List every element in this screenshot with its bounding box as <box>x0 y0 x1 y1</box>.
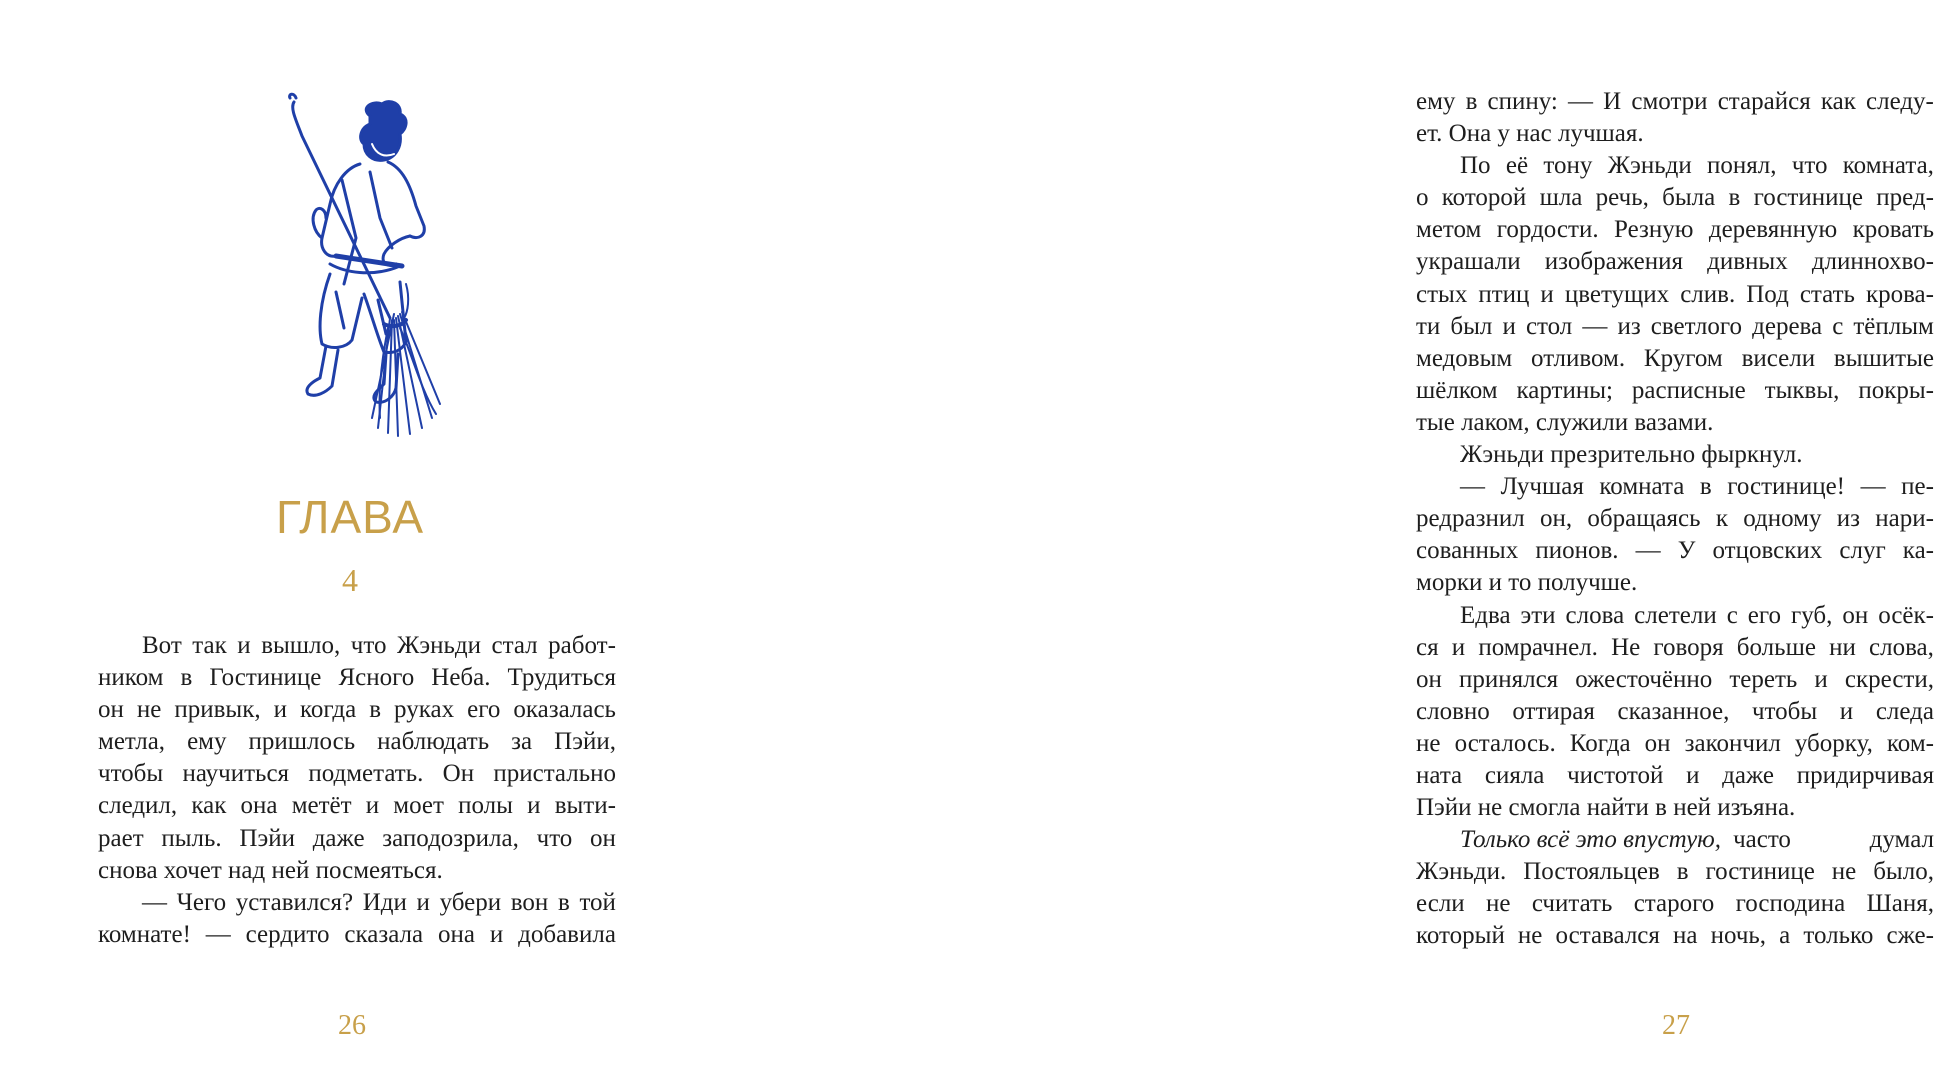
text-line: морки и то получше. <box>1416 569 1638 597</box>
right-page <box>674 0 1934 1080</box>
text-line: Едва эти слова слетели с его губ, он осёк- <box>1460 601 1934 629</box>
text-line: стых птиц и цветущих слив. Под стать крова- <box>1416 280 1934 308</box>
left-page <box>0 0 674 1080</box>
line-rest: часто думал <box>1733 826 1934 854</box>
text-line: словно оттирая сказанное, чтобы и следа <box>1416 697 1934 725</box>
text-line: который не оставался на ночь, а только сже- <box>1416 922 1934 950</box>
text-line: шёлком картины; расписные тыквы, покры- <box>1416 376 1934 404</box>
text-line: он не привык, и когда в руках его оказалась <box>98 696 616 724</box>
text-line: — Лучшая комната в гостинице! — пе- <box>1460 473 1934 501</box>
text-line: метом гордости. Резную деревянную кровать <box>1416 216 1934 244</box>
text-line: Жэньди презрительно фыркнул. <box>1460 441 1803 469</box>
text-line: сованных пионов. — У отцовских слуг ка- <box>1416 537 1934 565</box>
text-line: тые лаком, служили вазами. <box>1416 408 1714 436</box>
chapter-heading: ГЛАВА <box>275 491 425 543</box>
text-line: Жэньди. Постояльцев в гостинице не было, <box>1416 858 1934 886</box>
page-number-right: 27 <box>1662 1010 1690 1041</box>
text-line: ником в Гостинице Ясного Неба. Трудиться <box>98 664 616 692</box>
text-line: медовым отливом. Кругом висели вышитые <box>1416 344 1934 372</box>
text-line: о которой шла речь, была в гостинице пред- <box>1416 184 1934 212</box>
text-line: чтобы научиться подметать. Он пристально <box>98 760 616 788</box>
right-page-text <box>1416 86 1934 953</box>
text-line: не осталось. Когда он закончил уборку, ком- <box>1416 729 1934 757</box>
text-line: По её тону Жэньди понял, что комната, <box>1460 152 1934 180</box>
chapter-number: 4 <box>342 562 358 598</box>
text-line: Пэйи не смогла найти в ней изъяна. <box>1416 794 1796 822</box>
text-line: ти был и стол — из светлого дерева с тёплым <box>1416 312 1934 340</box>
text-line: если не считать старого господина Шаня, <box>1416 890 1934 918</box>
text-line: ната сияла чистотой и даже придирчивая <box>1416 761 1934 789</box>
text-line: ему в спину: — И смотри старайся как следу- <box>1416 88 1934 115</box>
italic-phrase: Только всё это впустую, <box>1460 826 1722 854</box>
text-line: комнате! — сердито сказала она и добавила <box>98 920 616 948</box>
page-number-left: 26 <box>338 1010 366 1041</box>
text-line: Вот так и вышло, что Жэньди стал работ- <box>142 632 616 659</box>
text-line: он принялся ожесточённо тереть и скрести, <box>1416 665 1934 693</box>
text-line: рает пыль. Пэйи даже заподозрила, что он <box>98 824 616 852</box>
text-line: метла, ему пришлось наблюдать за Пэйи, <box>98 728 616 756</box>
text-line: ся и помрачнел. Не говоря больше ни слова, <box>1416 633 1934 661</box>
text-line: украшали изображения дивных длиннохво- <box>1416 248 1934 276</box>
text-line: ет. Она у нас лучшая. <box>1416 120 1644 148</box>
text-line <box>1416 824 1934 856</box>
left-page-text <box>98 630 616 951</box>
text-line: следил, как она метёт и моет полы и выти- <box>98 792 616 820</box>
text-line: снова хочет над ней посмеяться. <box>98 856 443 884</box>
boy-sweeping-illustration <box>260 88 480 448</box>
text-line: редразнил он, обращаясь к одному из нари- <box>1416 505 1934 533</box>
text-line: — Чего уставился? Иди и убери вон в той <box>142 888 616 916</box>
